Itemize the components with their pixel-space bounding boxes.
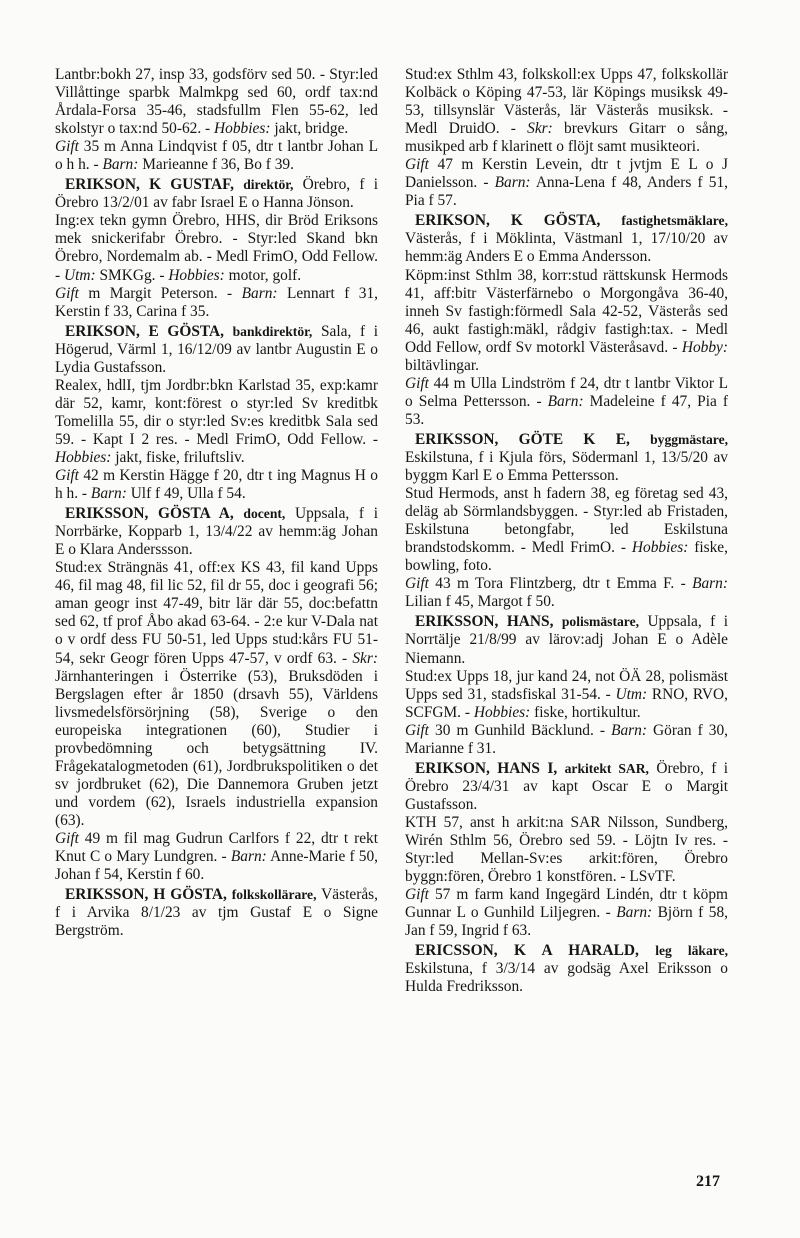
body-paragraph: [405, 814, 728, 886]
text-run: brevkurs Gitarr o sång, musikped arb f klarinett o flöjt samt musikteori.: [405, 120, 728, 156]
body-paragraph: [55, 377, 378, 467]
body-paragraph: [405, 722, 728, 758]
text-run: jakt, fiske, friluftsliv.: [111, 448, 245, 466]
occupation: folkskollärare,: [231, 887, 317, 903]
person-name: ERIKSON, HANS I,: [415, 759, 565, 777]
field-label: Barn:: [241, 284, 278, 302]
body-paragraph: [405, 575, 728, 611]
body-paragraph: [405, 485, 728, 575]
field-label: Gift: [405, 575, 429, 593]
entry-heading-paragraph: [55, 505, 378, 559]
field-label: Skr:: [352, 649, 378, 667]
body-paragraph: [55, 212, 378, 284]
text-run: Ing:ex tekn gymn Örebro, HHS, dir Bröd Eriksons mek snickerifabr Örebro. - Styr:led Skand bkn Örebro, Nordemalm ab. - Medl FrimO, Odd Fellow. -: [55, 212, 378, 284]
text-run: 44 m Ulla Lindström f 24, dtr t lantbr Viktor L o Selma Pettersson. -: [405, 374, 728, 410]
body-paragraph: [55, 559, 378, 830]
text-run: Lilian f 45, Margot f 50.: [405, 593, 555, 611]
field-label: Gift: [55, 138, 79, 156]
body-paragraph: [55, 830, 378, 884]
text-run: Järnhanteringen i Österrike (53), Bruksdöden i Bergslagen efter år 1850 (drsavh 55), Världens livsmedelsförsörjning (58), Sverige o den europeiska integrationen (60), Studier i provbedömning och betygsättning IV. Frågekatalogmetoden (61), Jordbrukspolitiken o det sv jordbruket (62), Die Dannemora Gruben jetzt und vordem (62), Israels industriella expansion (63).: [55, 667, 378, 829]
text-run: 42 m Kerstin Hägge f 20, dtr t ing Magnus H o h h. -: [55, 467, 378, 503]
body-paragraph: [405, 267, 728, 375]
left-column: [55, 66, 378, 940]
field-label: Hobbies:: [631, 539, 689, 557]
field-label: Gift: [55, 829, 79, 847]
text-run: Anne-Marie f 50, Johan f 54, Kerstin f 60.: [55, 848, 378, 884]
text-run: m Margit Peterson. -: [78, 284, 242, 302]
text-run: biltävlingar.: [405, 356, 479, 374]
occupation: direktör,: [243, 177, 294, 193]
text-run: Anna-Lena f 48, Anders f 51, Pia f 57.: [405, 174, 728, 210]
field-label: Gift: [405, 886, 429, 904]
field-label: Utm:: [615, 685, 648, 703]
person-name: ERIKSSON, HANS,: [415, 613, 562, 631]
field-label: Hobbies:: [55, 448, 112, 466]
person-name: ERICSSON, K A HARALD,: [415, 942, 656, 960]
text-run: Eskilstuna, f i Kjula förs, Södermanl 1, 13/5/20 av byggm Karl E o Emma Pettersson.: [405, 448, 728, 485]
text-run: Madeleine f 47, Pia f 53.: [405, 392, 728, 428]
field-label: Skr:: [527, 120, 553, 138]
person-name: ERIKSSON, GÖTE K E,: [415, 430, 651, 448]
field-label: Hobby:: [681, 338, 728, 356]
text-run: Stud:ex Strängnäs 41, off:ex KS 43, fil kand Upps 46, fil mag 48, fil lic 52, fil dr 55, doc i geografi 56; aman geogr inst 47-49, bitr lär där 55, doc:befattn sed 62, tf prof Åbo akad 63-64. - 2:e kur V-Dala nat o v ordf dess FU 50-51, led Upps stud:kårs FU 51-54, sekr Geogr fören Upps 47-57, v ordf 63. -: [55, 559, 378, 667]
entry-heading-paragraph: [55, 886, 378, 940]
text-run: Realex, hdlI, tjm Jordbr:bkn Karlstad 35, exp:kamr där 52, kamr, kont:förest o styr:led Sv kreditbk Tomelilla 55, dir o styr:led Sv:es kreditbk Sala sed 59. - Kapt I 2 res. - Medl FrimO, Odd Fellow. -: [55, 376, 378, 448]
field-label: Barn:: [547, 392, 584, 410]
field-label: Hobbies:: [168, 266, 225, 284]
body-paragraph: [405, 668, 728, 722]
text-run: Uppsala, f i Norrtälje 21/8/99 av lärov:adj Johan E o Adèle Niemann.: [405, 613, 728, 667]
text-run: fiske, hortikultur.: [530, 703, 641, 721]
body-paragraph: [405, 156, 728, 210]
field-label: Barn:: [230, 848, 267, 866]
body-paragraph: [55, 66, 378, 138]
text-run: Stud:ex Sthlm 43, folkskoll:ex Upps 47, folkskollär Kolbäck o Köping 47-53, lär Köpings musiksk 49-53, tillsynslär Västerås, lär Västerås musiksk. - Medl DruidO. -: [405, 66, 728, 138]
text-run: Eskilstuna, f 3/3/14 av godsäg Axel Eriksson o Hulda Fredriksson.: [405, 960, 728, 996]
text-run: Björn f 58, Jan f 59, Ingrid f 63.: [405, 904, 728, 940]
occupation: polismästare,: [561, 614, 640, 630]
text-run: Göran f 30, Marianne f 31.: [405, 721, 728, 757]
text-run: Stud:ex Upps 18, jur kand 24, not ÖÄ 28, polismäst Upps sed 31, stadsfiskal 31-54. -: [405, 667, 728, 703]
field-label: Gift: [405, 721, 429, 739]
text-run: Stud Hermods, anst h fadern 38, eg företag sed 43, deläg ab Sörmlandsbyggen. - Styr:led ab Fristaden, Eskilstuna betongfabr, led Eskilstuna brandstodskomm. - Medl FrimO. -: [405, 485, 728, 557]
text-run: Sala, f i Högerud, Värml 1, 16/12/09 av lantbr Augustin E o Lydia Gustafsson.: [55, 322, 378, 376]
occupation: bankdirektör,: [232, 323, 313, 339]
field-label: Gift: [55, 467, 79, 485]
occupation: fastighetsmäklare,: [621, 213, 728, 229]
text-run: 49 m fil mag Gudrun Carlfors f 22, dtr t rekt Knut C o Mary Lundgren. -: [55, 829, 378, 866]
text-run: RNO, RVO, SCFGM. -: [405, 685, 728, 721]
occupation: docent,: [243, 506, 286, 522]
page-number: 217: [696, 1173, 720, 1190]
body-paragraph: [405, 886, 728, 940]
text-run: Ulf f 49, Ulla f 54.: [126, 485, 246, 503]
body-paragraph: [405, 375, 728, 429]
occupation: leg läkare,: [655, 943, 729, 959]
field-label: Utm:: [63, 266, 96, 284]
field-label: Barn:: [616, 904, 653, 922]
text-run: Örebro, f i Örebro 23/4/31 av kapt Oscar E o Margit Gustafsson.: [405, 759, 728, 813]
text-run: 30 m Gunhild Bäcklund. -: [428, 721, 612, 739]
text-run: Marieanne f 36, Bo f 39.: [138, 156, 294, 174]
person-name: ERIKSON, K GÖSTA,: [415, 212, 622, 230]
entry-heading-paragraph: [405, 212, 728, 266]
body-paragraph: [405, 66, 728, 156]
text-run: Västerås, f i Möklinta, Västmanl 1, 17/10/20 av hemm:äg Anders E o Emma Andersson.: [405, 230, 728, 266]
field-label: Barn:: [611, 721, 647, 739]
entry-heading-paragraph: [55, 176, 378, 212]
field-label: Gift: [405, 156, 429, 174]
body-paragraph: [55, 285, 378, 321]
text-run: fiske, bowling, foto.: [405, 539, 728, 575]
person-name: ERIKSON, K GUSTAF,: [65, 176, 244, 194]
text-run: Lantbr:bokh 27, insp 33, godsförv sed 50. - Styr:led Villåttinge sparbk Malmkpg sed 60, ordf tax:nd Årdala-Forsa 35-46, stadsfullm Flen 55-62, led skolstyr o tax:nd 50-62. -: [55, 66, 378, 138]
text-run: 47 m Kerstin Levein, dtr t jvtjm E L o J Danielsson. -: [405, 156, 728, 192]
text-run: 57 m farm kand Ingegärd Lindén, dtr t köpm Gunnar L o Gunhild Liljegren. -: [405, 886, 728, 922]
entry-heading-paragraph: [405, 431, 728, 485]
entry-heading-paragraph: [405, 942, 728, 996]
text-run: Uppsala, f i Norrbärke, Kopparb 1, 13/4/22 av hemm:äg Johan E o Klara Anderssson.: [55, 505, 378, 559]
person-name: ERIKSSON, H GÖSTA,: [65, 886, 232, 904]
text-run: SMKGg. -: [95, 266, 169, 284]
body-paragraph: [55, 467, 378, 503]
text-run: Västerås, f i Arvika 8/1/23 av tjm Gustaf E o Signe Bergström.: [55, 886, 378, 940]
field-label: Hobbies:: [214, 120, 271, 138]
text-run: KTH 57, anst h arkit:na SAR Nilsson, Sundberg, Wirén Sthlm 56, Örebro sed 59. - Löjtn Iv res. - Styr:led Mellan-Sv:es arkit:fören, Örebro byggn:fören, Örebro 1 konstfören. - LSvTF.: [405, 813, 728, 886]
field-label: Barn:: [692, 575, 728, 593]
body-paragraph: [55, 138, 378, 174]
entry-heading-paragraph: [405, 613, 728, 667]
entry-heading-paragraph: [405, 760, 728, 814]
person-name: ERIKSON, E GÖSTA,: [65, 322, 233, 340]
occupation: arkitekt SAR,: [564, 760, 649, 776]
text-run: Lennart f 31, Kerstin f 33, Carina f 35.: [55, 284, 379, 320]
text-run: Köpm:inst Sthlm 38, korr:stud rättskunsk Hermods 41, aff:bitr Västerfärnebo o Morgongåva 36-40, inneh Sv fastigh:förmedl Sala 42-52, Västerås sed 46, aukt fastigh:mäkl, rådgiv fastigh:tax. - Medl Odd Fellow, ordf Sv motorkl Västeråsavd. -: [405, 266, 728, 356]
right-column: [405, 66, 728, 996]
text-run: 35 m Anna Lindqvist f 05, dtr t lantbr Johan L o h h. -: [55, 138, 378, 174]
person-name: ERIKSSON, GÖSTA A,: [65, 505, 244, 523]
field-label: Barn:: [90, 485, 127, 503]
field-label: Gift: [405, 374, 429, 392]
field-label: Barn:: [494, 174, 531, 192]
text-run: 43 m Tora Flintzberg, dtr t Emma F. -: [428, 575, 693, 593]
text-run: motor, golf.: [224, 266, 302, 284]
field-label: Barn:: [102, 156, 139, 174]
field-label: Hobbies:: [473, 703, 531, 721]
text-run: Örebro, f i Örebro 13/2/01 av fabr Israel E o Hanna Jönson.: [55, 176, 378, 212]
entry-heading-paragraph: [55, 323, 378, 377]
field-label: Gift: [55, 284, 79, 302]
occupation: byggmästare,: [650, 431, 728, 447]
text-run: jakt, bridge.: [270, 120, 349, 138]
